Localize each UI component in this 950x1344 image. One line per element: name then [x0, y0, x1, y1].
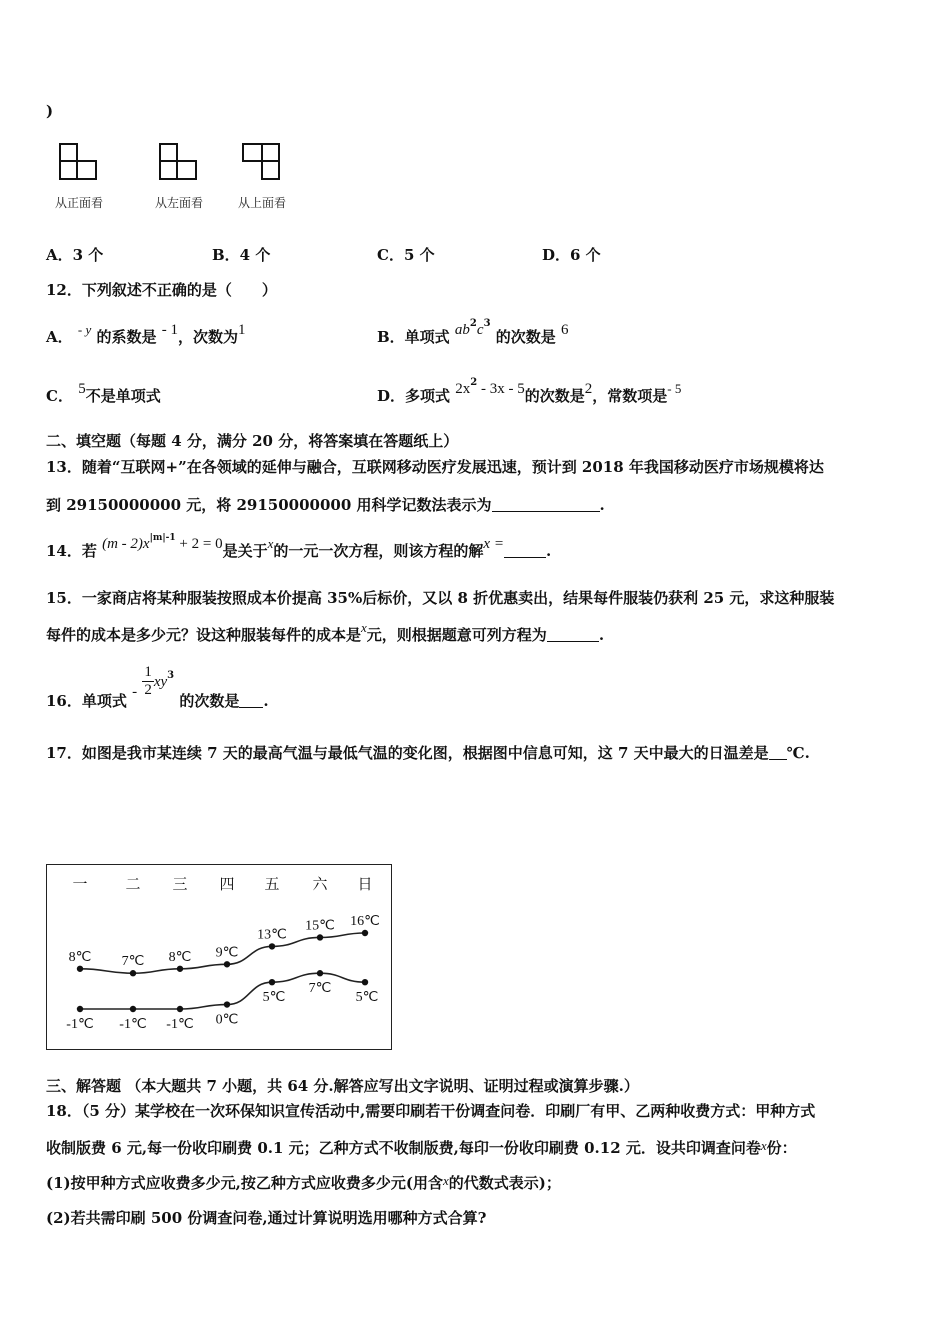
- q17-line: [46, 742, 810, 763]
- day-label: 四: [219, 875, 235, 893]
- left-view-icon: [158, 142, 200, 182]
- front-view: [34, 142, 124, 211]
- low-temp-point: [224, 1001, 230, 1007]
- q14-text2: 的一元一次方程，则该方程的解: [273, 542, 484, 560]
- q12-b-expr-c: c: [476, 322, 484, 338]
- day-label: 二: [125, 875, 141, 893]
- q12-c-label: C．: [46, 387, 73, 405]
- three-views-figure: [50, 142, 310, 222]
- q12-a-coef: - 1: [161, 322, 178, 338]
- q12-b-exp2: 3: [483, 318, 491, 329]
- q13-line1: 13．随着“互联网+”在各领域的延伸与融合，互联网移动医疗发展迅速，预计到 2018 年我国移动医疗市场规模将达: [46, 458, 824, 476]
- q16-expr: xy: [153, 673, 168, 690]
- q16-label: 16．单项式: [46, 691, 127, 710]
- high-temp-point: [362, 930, 368, 936]
- low-temp-label: -1℃: [166, 1017, 194, 1032]
- high-temp-point: [317, 934, 323, 940]
- low-temp-point: [362, 979, 368, 985]
- q18-line2a: 收制版费 6 元,每一份收印刷费 0.1 元；乙种方式不收制版费,每印一份收印刷费 0.12 元．设共印调查问卷: [46, 1139, 761, 1157]
- q12-d-text1: 的次数是: [524, 387, 585, 405]
- q16-text1: 的次数是: [179, 691, 240, 710]
- q14-tail: .: [545, 542, 552, 560]
- q12-a-label: A．: [46, 328, 73, 346]
- q12-b-exp1: 2: [469, 318, 477, 329]
- q12-b-label: B．单项式: [377, 328, 450, 346]
- q12-a-degree: 1: [237, 322, 246, 338]
- q12-a-text2: ，次数为: [177, 328, 238, 346]
- q15-var: x: [361, 620, 367, 635]
- high-temp-label: 8℃: [168, 949, 192, 965]
- section3-heading: 三、解答题 （本大题共 7 小题，共 64 分.解答应写出文字说明、证明过程或演算步骤.）: [46, 1077, 639, 1095]
- q16-tail: .: [263, 691, 269, 710]
- q18-part1: [46, 1172, 561, 1193]
- q11-tail: ): [46, 102, 54, 120]
- high-temp-label: 9℃: [215, 945, 239, 961]
- low-temp-label: 7℃: [308, 981, 332, 997]
- low-temp-label: 0℃: [215, 1012, 239, 1028]
- q12-option-c: [46, 381, 161, 406]
- left-view: [134, 142, 224, 211]
- q16-fraction: [142, 664, 154, 699]
- q12-c-text1: 不是单项式: [85, 387, 161, 405]
- q17-text-b: ℃.: [786, 744, 810, 762]
- q14-expr2: + 2 = 0: [175, 536, 223, 552]
- q16-denominator: 2: [144, 682, 152, 698]
- high-temp-label: 7℃: [121, 954, 145, 970]
- q18-line1: 18．（5 分）某学校在一次环保知识宣传活动中,需要印刷若干份调查问卷．印刷厂有甲、乙两种收费方式：甲种方式: [46, 1102, 816, 1120]
- q18-part1a: (1)按甲种方式应收费多少元,按乙种方式应收费多少元(用含: [46, 1174, 443, 1192]
- q14-line: [46, 533, 552, 561]
- q14-exp: |m|-1: [149, 533, 176, 543]
- high-temp-point: [130, 970, 136, 976]
- low-temp-label: 5℃: [262, 990, 286, 1006]
- q15-line2: [46, 620, 605, 645]
- low-temp-label: 5℃: [355, 990, 379, 1006]
- q18-part2: (2)若共需印刷 500 份调查问卷,通过计算说明选用哪种方式合算?: [46, 1209, 487, 1227]
- low-temp-point: [177, 1006, 183, 1012]
- q15-answer-blank[interactable]: [547, 627, 599, 642]
- q12-d-constant: - 5: [667, 381, 682, 396]
- q12-d-expr-b: - 3x - 5: [477, 381, 525, 397]
- q13-tail: .: [599, 496, 605, 514]
- front-view-icon: [58, 142, 100, 182]
- high-temp-point: [269, 943, 275, 949]
- q15-tail: .: [598, 626, 605, 644]
- q12-stem: 12．下列叙述不正确的是（ ）: [46, 281, 277, 299]
- q18-line2b: 份：: [766, 1139, 797, 1157]
- left-view-caption: 从左面看: [154, 196, 203, 210]
- high-temp-label: 16℃: [350, 914, 380, 929]
- q12-d-exp: 2: [470, 377, 478, 388]
- q17-answer-blank[interactable]: [769, 745, 787, 760]
- q18-line2: [46, 1137, 797, 1158]
- q12-c-value: 5: [78, 381, 86, 397]
- high-temp-label: 15℃: [305, 918, 335, 934]
- low-temp-point: [269, 979, 275, 985]
- q11-option-b: B．4 个: [212, 246, 271, 264]
- q18-part1b: 的代数式表示)；: [448, 1174, 561, 1192]
- high-temp-label: 8℃: [68, 949, 92, 965]
- q11-option-a: A．3 个: [46, 246, 104, 264]
- high-temp-point: [224, 961, 230, 967]
- low-temp-point: [130, 1006, 136, 1012]
- q12-d-degree: 2: [584, 381, 593, 397]
- q18-part1-var: x: [442, 1173, 449, 1188]
- q12-d-expr-a: 2x: [455, 381, 471, 397]
- q15-line1: 15．一家商店将某种服装按照成本价提高 35%后标价，又以 8 折优惠卖出，结果每件服装仍获利 25 元，求这种服装: [46, 589, 835, 607]
- q14-label: 14．若: [46, 542, 97, 560]
- q13-line2: [46, 494, 605, 515]
- q11-option-c: C．5 个: [377, 246, 435, 264]
- temperature-chart: [46, 864, 392, 1050]
- q12-a-expr: - y: [77, 322, 92, 337]
- top-view: [217, 142, 307, 211]
- low-temp-label: -1℃: [119, 1017, 147, 1032]
- q12-option-d: [377, 377, 682, 406]
- q14-text1: 是关于: [222, 542, 268, 560]
- q16-line: [46, 660, 269, 710]
- q13-answer-blank[interactable]: [492, 497, 600, 512]
- day-label: 日: [357, 875, 373, 893]
- q12-a-text1: 的系数是: [96, 328, 157, 346]
- top-view-caption: 从上面看: [237, 196, 286, 210]
- day-label: 五: [264, 875, 280, 893]
- day-label: 六: [312, 875, 328, 893]
- q13-line2-text: 到 29150000000 元，将 29150000000 用科学记数法表示为: [46, 496, 492, 514]
- section2-heading: 二、填空题（每题 4 分，满分 20 分，将答案填在答题纸上）: [46, 432, 459, 450]
- front-view-caption: 从正面看: [54, 196, 103, 210]
- q16-neg: -: [132, 683, 138, 700]
- q12-d-label: D．多项式: [377, 387, 451, 405]
- q17-text-a: 17．如图是我市某连续 7 天的最高气温与最低气温的变化图，根据图中信息可知，这 7 天中最大的日温差是: [46, 744, 769, 762]
- q12-b-text1: 的次数是: [495, 328, 556, 346]
- q15-line2b: 元，则根据题意可列方程为: [366, 626, 547, 644]
- q18-var: x: [760, 1138, 767, 1153]
- q12-d-text2: ，常数项是: [592, 387, 668, 405]
- q16-numerator: 1: [144, 664, 152, 680]
- q16-answer-blank[interactable]: [239, 693, 263, 708]
- high-temp-point: [177, 966, 183, 972]
- low-temp-point: [317, 970, 323, 976]
- q14-expr1: (m - 2)x: [102, 536, 150, 552]
- q15-line2a: 每件的成本是多少元？设这种服装每件的成本是: [46, 626, 362, 644]
- day-label: 三: [172, 875, 188, 893]
- day-label: 一: [72, 875, 88, 893]
- low-temp-label: -1℃: [66, 1017, 94, 1032]
- q12-b-degree: 6: [561, 322, 569, 338]
- q12-option-b: [377, 318, 569, 347]
- q16-exp: 3: [167, 669, 175, 681]
- q12-option-a: [46, 322, 246, 347]
- top-view-icon: [241, 142, 283, 182]
- high-temp-point: [77, 966, 83, 972]
- low-temp-point: [77, 1006, 83, 1012]
- high-temp-label: 13℃: [257, 927, 287, 943]
- q12-b-expr-base: ab: [454, 322, 470, 338]
- q14-var: x: [267, 536, 274, 551]
- q11-option-d: D．6 个: [542, 246, 601, 264]
- q14-var2: x =: [483, 536, 504, 552]
- temperature-chart-svg: [47, 865, 391, 1049]
- q14-answer-blank[interactable]: [504, 543, 546, 558]
